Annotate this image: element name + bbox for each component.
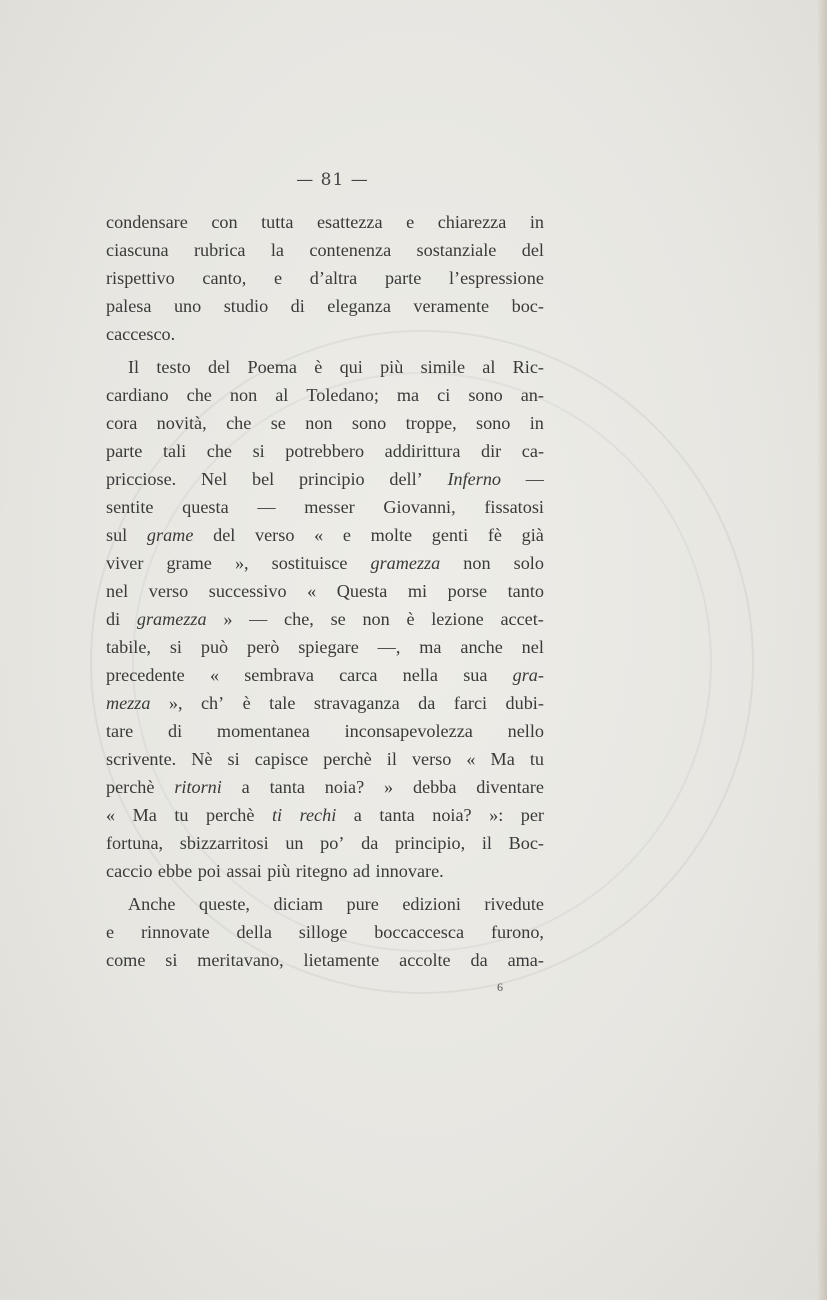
page-number: — 81 —	[296, 170, 369, 190]
text-line: viver grame », sostituisce gramezza non solo	[106, 553, 544, 573]
text-line: caccio ebbe poi assai più ritegno ad innovare.	[106, 861, 444, 881]
text-line: nel verso successivo « Questa mi porse tanto	[106, 581, 544, 601]
text-line: pricciose. Nel bel principio dell’ Inferno —	[106, 469, 544, 489]
text-line: come si meritavano, lietamente accolte da ama-	[106, 950, 544, 970]
signature-mark: 6	[497, 980, 503, 994]
text-line: scrivente. Nè si capisce perchè il verso « Ma tu	[106, 749, 544, 769]
text-line: Anche queste, diciam pure edizioni rivedute	[128, 894, 544, 914]
text-line: tabile, si può però spiegare —, ma anche nel	[106, 637, 544, 657]
text-line: cardiano che non al Toledano; ma ci sono an-	[106, 385, 544, 405]
text-line: perchè ritorni a tanta noia? » debba diventare	[106, 777, 544, 797]
page-edge	[817, 0, 827, 1300]
text-line: tare di momentanea inconsapevolezza nello	[106, 721, 544, 741]
text-line: e rinnovate della silloge boccaccesca furono,	[106, 922, 544, 942]
text-line: rispettivo canto, e d’altra parte l’espressione	[106, 268, 544, 288]
text-line: ciascuna rubrica la contenenza sostanziale del	[106, 240, 544, 260]
text-line: caccesco.	[106, 324, 176, 344]
text-line: parte tali che si potrebbero addirittura dir ca-	[106, 441, 544, 461]
text-line: di gramezza » — che, se non è lezione accet-	[106, 609, 544, 629]
text-line: cora novità, che se non sono troppe, sono in	[106, 413, 544, 433]
text-line: mezza », ch’ è tale stravaganza da farci dubi-	[106, 693, 544, 713]
body-text	[106, 208, 544, 974]
text-line: fortuna, sbizzarritosi un po’ da principio, il Boc-	[106, 833, 544, 853]
text-line: precedente « sembrava carca nella sua gra-	[106, 665, 544, 685]
text-line: Il testo del Poema è qui più simile al Ric-	[128, 357, 544, 377]
text-line: palesa uno studio di eleganza veramente boc-	[106, 296, 544, 316]
text-line: sul grame del verso « e molte genti fè già	[106, 525, 544, 545]
text-line: sentite questa — messer Giovanni, fissatosi	[106, 497, 544, 517]
text-line: « Ma tu perchè ti rechi a tanta noia? »: per	[106, 805, 544, 825]
text-line: condensare con tutta esattezza e chiarezza in	[106, 212, 544, 232]
